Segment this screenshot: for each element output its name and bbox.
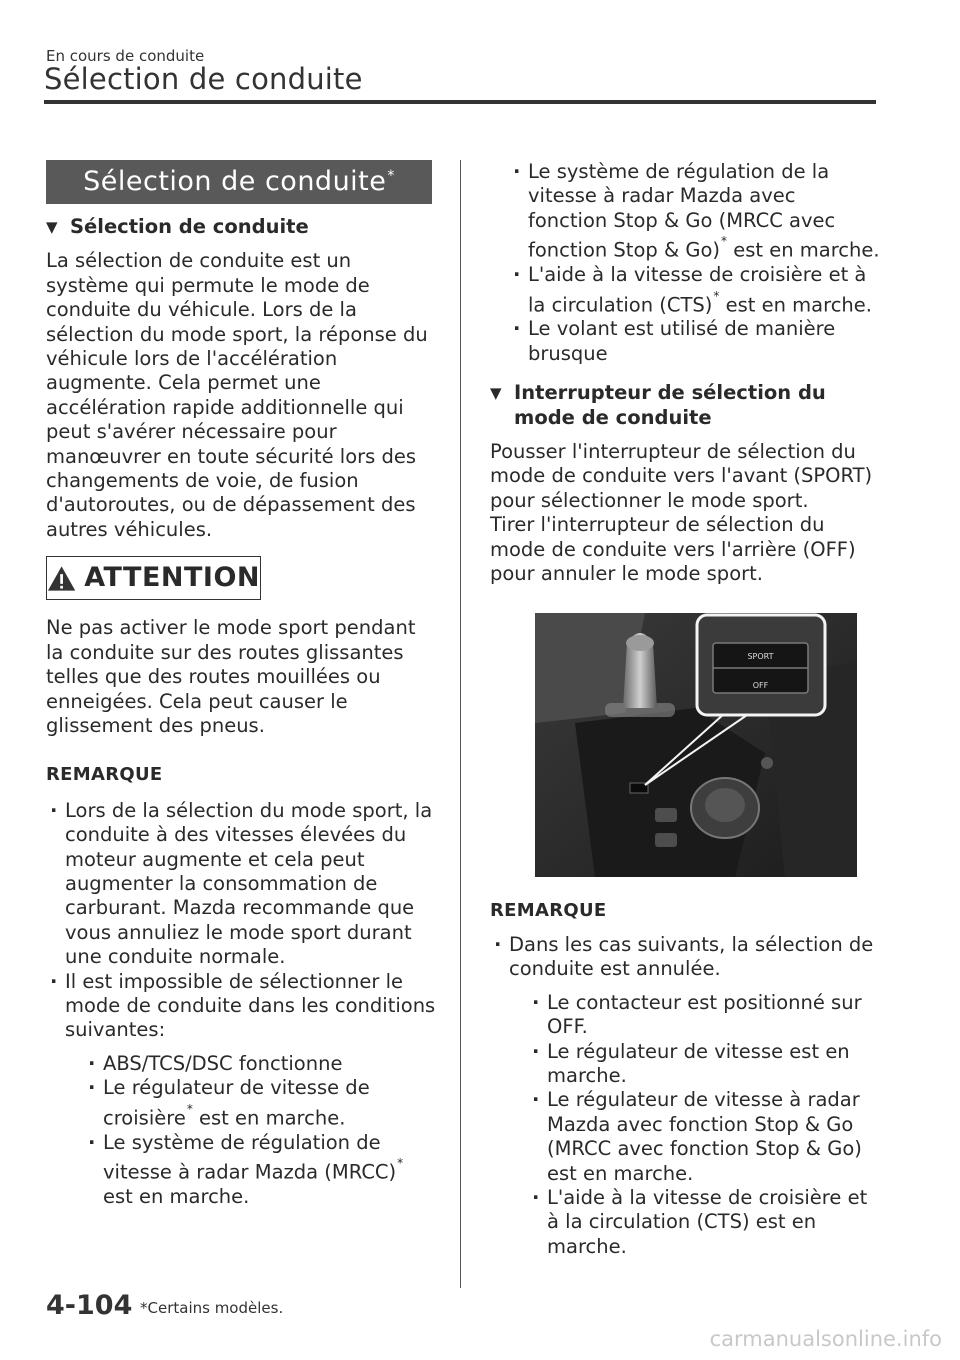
sub-heading-text: Sélection de conduite bbox=[70, 215, 309, 238]
drive-selection-switch-photo bbox=[535, 613, 857, 877]
conditions-list bbox=[84, 1052, 436, 1209]
remark-heading-2: REMARQUE bbox=[490, 899, 607, 921]
left-column bbox=[46, 160, 436, 1209]
console-illustration bbox=[535, 613, 857, 877]
watermark: carmanualsonline.info bbox=[709, 1327, 942, 1351]
switch-heading-text: Interrupteur de sélection du mode de conduite bbox=[514, 381, 826, 429]
switch-text-2: Tirer l'interrupteur de sélection du mode de conduite vers l'arrière (OFF) pour annuler le mode sport. bbox=[490, 513, 856, 586]
list-item: · Le régulateur de vitesse à radar Mazda avec fonction Stop & Go (MRCC avec fonction Stop & Go) est en marche. bbox=[528, 1088, 880, 1186]
list-item: · L'aide à la vitesse de croisière et à la circulation (CTS)* est en marche. bbox=[509, 263, 880, 317]
footnote-mark: * bbox=[397, 1155, 404, 1170]
sport-label: SPORT bbox=[747, 651, 774, 661]
list-item: · ABS/TCS/DSC fonctionne bbox=[84, 1052, 436, 1076]
list-item: · Le régulateur de vitesse de croisière* est en marche. bbox=[84, 1076, 436, 1130]
remark-list-2 bbox=[490, 933, 880, 1259]
footnote-mark: * bbox=[186, 1101, 193, 1116]
attention-label: ATTENTION bbox=[84, 562, 260, 594]
section-title-box bbox=[46, 160, 432, 204]
remark-list bbox=[46, 799, 436, 1210]
list-item: · Le régulateur de vitesse est en marche. bbox=[528, 1040, 880, 1089]
triangle-down-icon: ▼ bbox=[46, 218, 58, 236]
running-header-title: Sélection de conduite bbox=[44, 62, 363, 96]
cancel-cases-list bbox=[528, 991, 880, 1259]
warning-icon bbox=[47, 565, 76, 592]
triangle-down-icon: ▼ bbox=[490, 384, 502, 403]
sub-heading bbox=[46, 215, 436, 239]
conditions-list-continued bbox=[509, 160, 880, 366]
off-label: OFF bbox=[752, 680, 769, 690]
footnote-mark: * bbox=[713, 288, 720, 303]
list-item: · Le système de régulation de vitesse à radar Mazda (MRCC)* est en marche. bbox=[84, 1131, 436, 1210]
switch-text-1: Pousser l'interrupteur de sélection du mode de conduite vers l'avant (SPORT) pour sélectionner le mode sport. bbox=[490, 440, 873, 512]
section-title: Sélection de conduite bbox=[83, 165, 387, 197]
list-item: · Lors de la sélection du mode sport, la conduite à des vitesses élevées du moteur augmente et cela peut augmenter la consommation de carburant. Mazda recommande que vous annuliez le mode sport durant une conduite normale. bbox=[46, 799, 436, 970]
list-item: · Il est impossible de sélectionner le mode de conduite dans les conditions suivantes: · ABS/TCS/DSC fonctionne · Le régulateur de vitesse de croisière* est en marche. · Le système de régulation de vitesse à radar Mazda (MRCC)* est en marche. bbox=[46, 970, 436, 1210]
switch-heading bbox=[490, 381, 880, 430]
header-rule bbox=[44, 100, 876, 104]
page-number: 4-104 bbox=[46, 1290, 133, 1321]
attention-text: Ne pas activer le mode sport pendant la conduite sur des routes glissantes telles que des routes mouillées ou enneigées. Cela peut causer le glissement des pneus. bbox=[46, 616, 416, 737]
footnote-mark: * bbox=[387, 167, 395, 184]
right-column bbox=[490, 160, 880, 1259]
list-item: · Le système de régulation de la vitesse à radar Mazda avec fonction Stop & Go (MRCC avec fonction Stop & Go)* est en marche. bbox=[509, 160, 880, 263]
footnote: *Certains modèles. bbox=[140, 1299, 284, 1317]
remark-heading: REMARQUE bbox=[46, 764, 163, 786]
footnote-mark: * bbox=[721, 234, 728, 249]
running-header-small: En cours de conduite bbox=[46, 47, 205, 65]
column-divider bbox=[460, 160, 461, 1288]
intro-paragraph: La sélection de conduite est un système qui permute le mode de conduite du véhicule. Lors de la sélection du mode sport, la réponse du véhicule lors de l'accélération augmente. Cela permet une accélération rapide additionnelle qui peut s'avérer nécessaire pour manœuvrer en toute sécurité lors des changements de voie, de fusion d'autoroutes, ou de dépassement des autres véhicules. bbox=[46, 249, 428, 541]
list-item: · L'aide à la vitesse de croisière et à la circulation (CTS) est en marche. bbox=[528, 1186, 880, 1259]
list-item: · Le volant est utilisé de manière brusque bbox=[509, 317, 880, 366]
list-item: · Le contacteur est positionné sur OFF. bbox=[528, 991, 880, 1040]
attention-box bbox=[46, 556, 261, 600]
list-item: · Dans les cas suivants, la sélection de conduite est annulée. · Le contacteur est positionné sur OFF. · Le régulateur de vitesse est en marche. · Le régulateur de vitesse à radar Mazda avec fonction Stop & Go (MRCC avec fonction Stop & Go) est en marche. · L'aide à la vitesse de croisière et à la circulation (CTS) est en marche. bbox=[490, 933, 880, 1259]
